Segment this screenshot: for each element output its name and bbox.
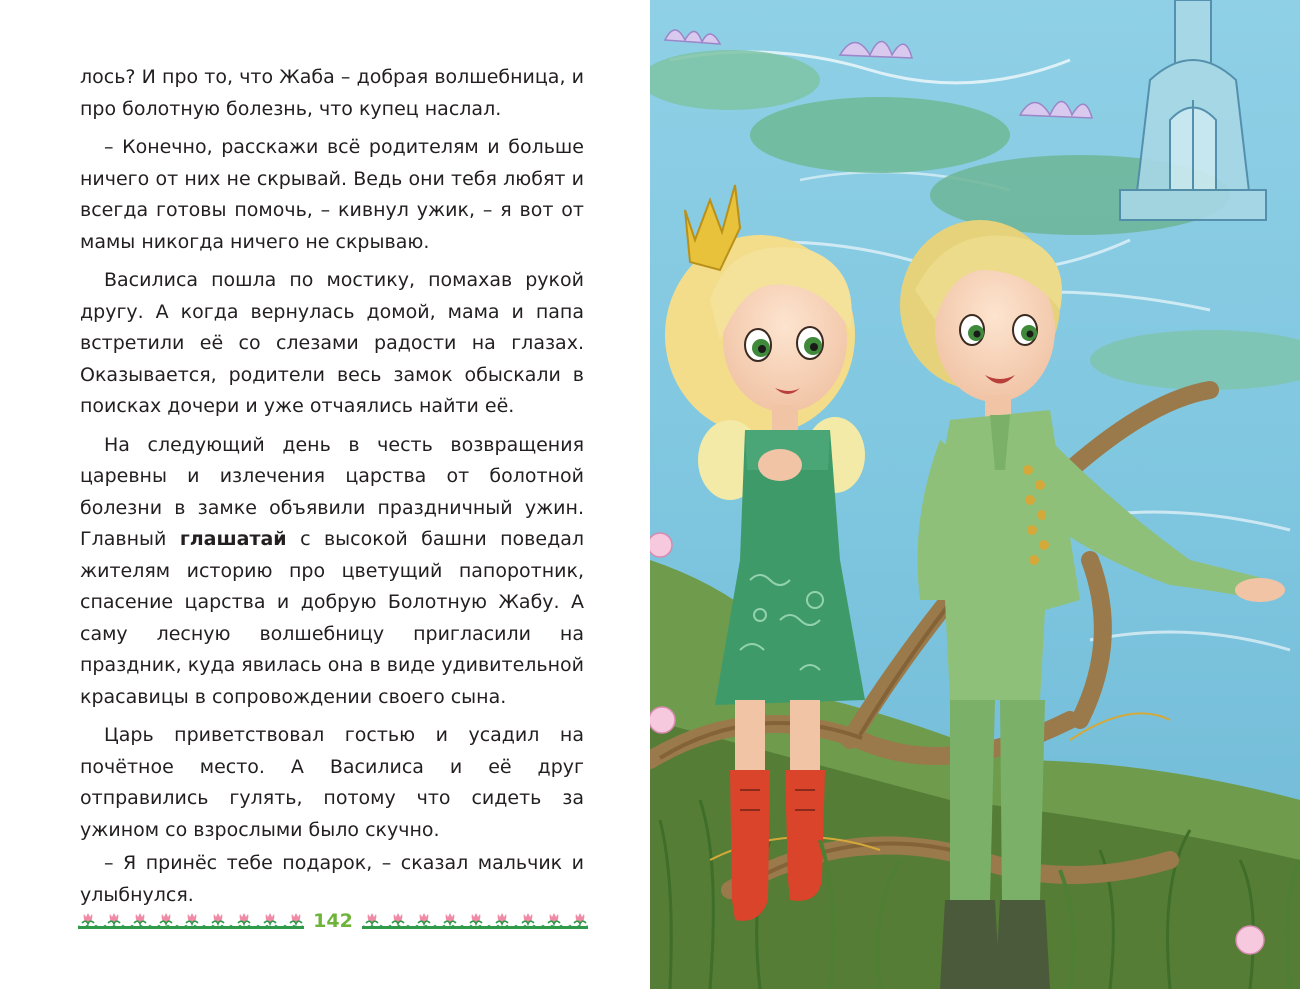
paragraph-3: Василиса пошла по мостику, помахав рукой другу. А когда вернулась домой, мама и папа встретили её со слезами радости на глазах. Оказывается, родители весь замок обыскали в поисках дочери и уже отчаялись найти её.	[80, 269, 584, 417]
illustration-scene	[650, 0, 1300, 989]
paragraph-6: – Я принёс тебе подарок, – сказал мальчик и улыбнулся.	[80, 852, 584, 906]
paragraph-1: лось? И про то, что Жаба – добрая волшебница, и про болотную болезнь, что купец наслал.	[80, 66, 584, 120]
paragraph-4	[80, 430, 584, 714]
story-illustration	[650, 0, 1300, 989]
red-boot	[730, 770, 770, 921]
lily-pad	[750, 97, 1010, 173]
page-number: 142	[310, 908, 356, 934]
paragraph-4-end: с высокой башни поведал жителям историю про цветущий папоротник, спасение царства и добрую Болотную Жабу. А саму лесную волшебницу пригласили на праздник, куда явилась она в виде удивительной красавицы в сопровождении своего сына.	[80, 528, 584, 708]
page-footer	[78, 906, 588, 936]
paragraph-4-start: На следующий день в честь возвращения царевны и излечения царства от болотной болезни в замке объявили праздничный ужин. Главный	[80, 433, 584, 550]
paragraph-2: – Конечно, расскажи всё родителям и больше ничего от них не скрывай. Ведь они тебя любят и всегда готовы помочь, – кивнул ужик, – я вот от мамы никогда ничего не скрываю.	[80, 136, 584, 253]
story-text	[80, 62, 584, 918]
paragraph-5: Царь приветствовал гостью и усадил на почётное место. А Василиса и её друг отправились гулять, потому что сидеть за ужином со взрослыми было скучно.	[80, 724, 584, 841]
bold-word: глашатай	[179, 528, 287, 550]
